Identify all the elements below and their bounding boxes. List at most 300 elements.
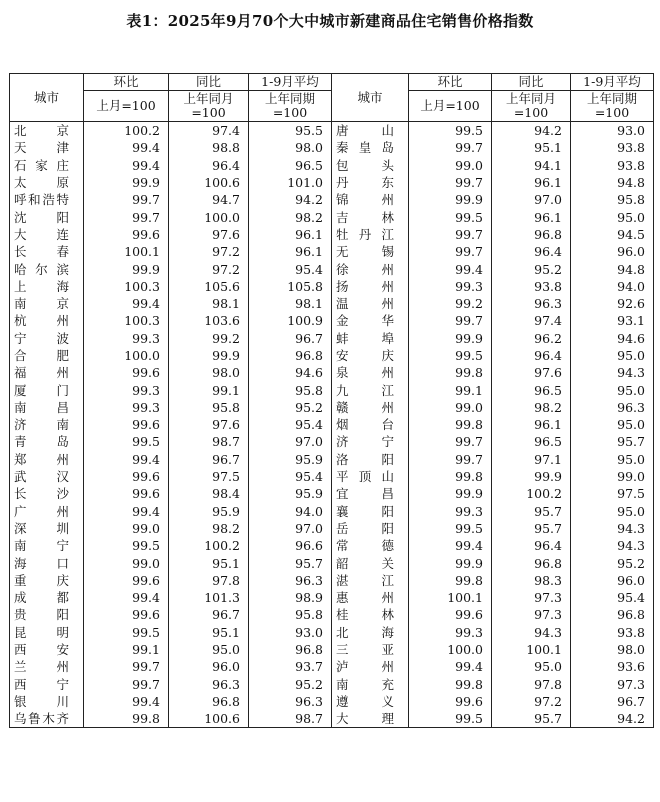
left-yoy-cell: 100.6 — [169, 710, 249, 728]
left-yoy-cell: 98.7 — [169, 433, 249, 450]
left-city-cell: 海口 — [10, 554, 84, 571]
left-yoy-cell: 98.2 — [169, 520, 249, 537]
right-mom-cell: 99.7 — [409, 312, 492, 329]
left-mom-cell: 99.9 — [84, 174, 169, 191]
left-city-cell: 南京 — [10, 295, 84, 312]
right-mom-cell: 99.4 — [409, 537, 492, 554]
left-mom-cell: 99.4 — [84, 157, 169, 174]
right-yoy-cell: 94.3 — [492, 624, 571, 641]
right-yoy-cell: 96.4 — [492, 537, 571, 554]
left-yoy-cell: 98.0 — [169, 364, 249, 381]
left-mom-cell: 99.6 — [84, 572, 169, 589]
right-city-cell: 岳阳 — [332, 520, 409, 537]
right-yoy-cell: 95.2 — [492, 260, 571, 277]
left-yoy-cell: 97.5 — [169, 468, 249, 485]
left-avg-cell: 98.1 — [249, 295, 332, 312]
right-yoy-cell: 96.1 — [492, 416, 571, 433]
header-avg-base-left — [249, 91, 332, 122]
right-city-cell: 平顶山 — [332, 468, 409, 485]
table-row — [10, 693, 654, 710]
table-row — [10, 226, 654, 243]
left-avg-cell: 93.7 — [249, 658, 332, 675]
header-mom-right: 环比 — [409, 74, 492, 91]
right-avg-cell: 94.3 — [571, 520, 654, 537]
left-avg-cell: 95.2 — [249, 399, 332, 416]
right-city-cell: 秦皇岛 — [332, 139, 409, 156]
left-avg-cell: 98.2 — [249, 208, 332, 225]
left-avg-cell: 100.9 — [249, 312, 332, 329]
right-city-cell: 襄阳 — [332, 503, 409, 520]
price-index-table-container — [9, 73, 653, 728]
table-row — [10, 572, 654, 589]
right-mom-cell: 99.2 — [409, 295, 492, 312]
right-yoy-cell: 98.3 — [492, 572, 571, 589]
left-avg-cell: 98.0 — [249, 139, 332, 156]
right-city-cell: 宜昌 — [332, 485, 409, 502]
right-city-cell: 韶关 — [332, 554, 409, 571]
right-city-cell: 九江 — [332, 381, 409, 398]
left-yoy-cell: 98.8 — [169, 139, 249, 156]
left-yoy-cell: 97.8 — [169, 572, 249, 589]
table-row — [10, 381, 654, 398]
left-mom-cell: 99.7 — [84, 191, 169, 208]
left-yoy-cell: 96.7 — [169, 606, 249, 623]
right-city-cell: 桂林 — [332, 606, 409, 623]
left-city-cell: 南昌 — [10, 399, 84, 416]
header-yoy-base-right — [492, 91, 571, 122]
left-city-cell: 合肥 — [10, 347, 84, 364]
right-avg-cell: 97.5 — [571, 485, 654, 502]
avg-base-line2: =100 — [594, 105, 630, 120]
right-avg-cell: 96.8 — [571, 606, 654, 623]
left-avg-cell: 95.8 — [249, 606, 332, 623]
right-avg-cell: 94.0 — [571, 278, 654, 295]
right-city-cell: 泸州 — [332, 658, 409, 675]
left-city-cell: 重庆 — [10, 572, 84, 589]
right-avg-cell: 92.6 — [571, 295, 654, 312]
right-yoy-cell: 97.2 — [492, 693, 571, 710]
right-avg-cell: 94.6 — [571, 330, 654, 347]
right-city-cell: 吉林 — [332, 208, 409, 225]
left-city-cell: 兰州 — [10, 658, 84, 675]
left-mom-cell: 99.7 — [84, 658, 169, 675]
left-yoy-cell: 97.2 — [169, 243, 249, 260]
right-yoy-cell: 100.2 — [492, 485, 571, 502]
left-yoy-cell: 96.4 — [169, 157, 249, 174]
right-city-cell: 湛江 — [332, 572, 409, 589]
right-mom-cell: 99.7 — [409, 451, 492, 468]
right-yoy-cell: 94.2 — [492, 122, 571, 140]
right-mom-cell: 99.9 — [409, 330, 492, 347]
left-mom-cell: 99.7 — [84, 676, 169, 693]
header-yoy-left: 同比 — [169, 74, 249, 91]
table-row — [10, 468, 654, 485]
right-mom-cell: 99.5 — [409, 347, 492, 364]
left-city-cell: 西安 — [10, 641, 84, 658]
left-city-cell: 成都 — [10, 589, 84, 606]
right-yoy-cell: 93.8 — [492, 278, 571, 295]
left-mom-cell: 99.4 — [84, 589, 169, 606]
right-mom-cell: 99.8 — [409, 468, 492, 485]
left-city-cell: 济南 — [10, 416, 84, 433]
table-row — [10, 260, 654, 277]
right-avg-cell: 94.2 — [571, 710, 654, 728]
right-yoy-cell: 96.8 — [492, 554, 571, 571]
right-avg-cell: 96.0 — [571, 572, 654, 589]
left-city-cell: 武汉 — [10, 468, 84, 485]
left-avg-cell: 101.0 — [249, 174, 332, 191]
right-yoy-cell: 97.0 — [492, 191, 571, 208]
right-city-cell: 锦州 — [332, 191, 409, 208]
right-yoy-cell: 95.7 — [492, 503, 571, 520]
left-mom-cell: 99.4 — [84, 693, 169, 710]
right-yoy-cell: 95.0 — [492, 658, 571, 675]
right-avg-cell: 95.7 — [571, 433, 654, 450]
right-city-cell: 烟台 — [332, 416, 409, 433]
right-avg-cell: 96.7 — [571, 693, 654, 710]
left-city-cell: 广州 — [10, 503, 84, 520]
left-city-cell: 杭州 — [10, 312, 84, 329]
left-mom-cell: 99.9 — [84, 260, 169, 277]
right-city-cell: 赣州 — [332, 399, 409, 416]
header-avg-right: 1-9月平均 — [571, 74, 654, 91]
left-mom-cell: 99.1 — [84, 641, 169, 658]
right-avg-cell: 93.6 — [571, 658, 654, 675]
right-avg-cell: 97.3 — [571, 676, 654, 693]
right-avg-cell: 94.8 — [571, 174, 654, 191]
right-mom-cell: 99.0 — [409, 157, 492, 174]
left-city-cell: 银川 — [10, 693, 84, 710]
left-city-cell: 长沙 — [10, 485, 84, 502]
table-row — [10, 658, 654, 675]
right-mom-cell: 99.9 — [409, 485, 492, 502]
left-yoy-cell: 100.0 — [169, 208, 249, 225]
left-mom-cell: 99.3 — [84, 330, 169, 347]
left-city-cell: 长春 — [10, 243, 84, 260]
right-city-cell: 安庆 — [332, 347, 409, 364]
right-avg-cell: 98.0 — [571, 641, 654, 658]
table-row — [10, 364, 654, 381]
right-avg-cell: 95.0 — [571, 381, 654, 398]
left-yoy-cell: 101.3 — [169, 589, 249, 606]
table-row — [10, 399, 654, 416]
right-avg-cell: 96.0 — [571, 243, 654, 260]
left-avg-cell: 96.1 — [249, 243, 332, 260]
table-row — [10, 157, 654, 174]
left-city-cell: 呼和浩特 — [10, 191, 84, 208]
right-avg-cell: 95.2 — [571, 554, 654, 571]
table-row — [10, 641, 654, 658]
table-row — [10, 554, 654, 571]
left-city-cell: 郑州 — [10, 451, 84, 468]
right-city-cell: 牡丹江 — [332, 226, 409, 243]
left-avg-cell: 96.7 — [249, 330, 332, 347]
left-city-cell: 上海 — [10, 278, 84, 295]
right-avg-cell: 95.4 — [571, 589, 654, 606]
left-mom-cell: 99.6 — [84, 606, 169, 623]
right-mom-cell: 99.7 — [409, 139, 492, 156]
left-city-cell: 昆明 — [10, 624, 84, 641]
left-avg-cell: 95.5 — [249, 122, 332, 140]
left-mom-cell: 99.6 — [84, 364, 169, 381]
left-avg-cell: 97.0 — [249, 520, 332, 537]
right-city-cell: 惠州 — [332, 589, 409, 606]
left-avg-cell: 94.2 — [249, 191, 332, 208]
left-city-cell: 青岛 — [10, 433, 84, 450]
left-yoy-cell: 105.6 — [169, 278, 249, 295]
right-avg-cell: 93.1 — [571, 312, 654, 329]
avg-base-line1: 上年同期 — [586, 91, 637, 106]
left-yoy-cell: 95.0 — [169, 641, 249, 658]
left-yoy-cell: 96.3 — [169, 676, 249, 693]
right-city-cell: 徐州 — [332, 260, 409, 277]
right-avg-cell: 95.0 — [571, 416, 654, 433]
left-avg-cell: 96.1 — [249, 226, 332, 243]
left-yoy-cell: 99.9 — [169, 347, 249, 364]
table-title: 表1：2025年9月70个大中城市新建商品住宅销售价格指数 — [126, 12, 534, 30]
left-yoy-cell: 95.8 — [169, 399, 249, 416]
left-city-cell: 厦门 — [10, 381, 84, 398]
left-mom-cell: 99.7 — [84, 208, 169, 225]
left-mom-cell: 100.3 — [84, 278, 169, 295]
left-city-cell: 天津 — [10, 139, 84, 156]
header-mom-base-left: 上月=100 — [84, 91, 169, 122]
left-avg-cell: 93.0 — [249, 624, 332, 641]
right-mom-cell: 99.8 — [409, 416, 492, 433]
left-city-cell: 深圳 — [10, 520, 84, 537]
left-yoy-cell: 100.2 — [169, 537, 249, 554]
right-mom-cell: 99.9 — [409, 191, 492, 208]
right-mom-cell: 99.7 — [409, 226, 492, 243]
right-yoy-cell: 96.5 — [492, 381, 571, 398]
right-yoy-cell: 100.1 — [492, 641, 571, 658]
left-mom-cell: 99.6 — [84, 468, 169, 485]
table-row — [10, 520, 654, 537]
header-city-right: 城市 — [332, 74, 409, 122]
right-yoy-cell: 97.6 — [492, 364, 571, 381]
header-row-1 — [10, 74, 654, 91]
right-avg-cell: 95.0 — [571, 451, 654, 468]
right-avg-cell: 95.0 — [571, 347, 654, 364]
right-avg-cell: 95.0 — [571, 503, 654, 520]
table-row — [10, 433, 654, 450]
left-avg-cell: 95.4 — [249, 468, 332, 485]
left-yoy-cell: 96.8 — [169, 693, 249, 710]
header-avg-left: 1-9月平均 — [249, 74, 332, 91]
right-city-cell: 泉州 — [332, 364, 409, 381]
left-avg-cell: 95.4 — [249, 416, 332, 433]
yoy-base-line2: =100 — [191, 105, 226, 120]
left-city-cell: 太原 — [10, 174, 84, 191]
left-avg-cell: 95.4 — [249, 260, 332, 277]
right-city-cell: 北海 — [332, 624, 409, 641]
table-row — [10, 174, 654, 191]
left-mom-cell: 99.5 — [84, 433, 169, 450]
left-city-cell: 沈阳 — [10, 208, 84, 225]
right-avg-cell: 95.8 — [571, 191, 654, 208]
left-city-cell: 西宁 — [10, 676, 84, 693]
table-row — [10, 676, 654, 693]
right-avg-cell: 95.0 — [571, 208, 654, 225]
right-mom-cell: 99.8 — [409, 676, 492, 693]
left-city-cell: 乌鲁木齐 — [10, 710, 84, 728]
left-city-cell: 大连 — [10, 226, 84, 243]
right-city-cell: 蚌埠 — [332, 330, 409, 347]
right-yoy-cell: 95.1 — [492, 139, 571, 156]
right-city-cell: 南充 — [332, 676, 409, 693]
left-city-cell: 贵阳 — [10, 606, 84, 623]
right-mom-cell: 99.5 — [409, 208, 492, 225]
right-city-cell: 金华 — [332, 312, 409, 329]
left-mom-cell: 99.4 — [84, 295, 169, 312]
right-avg-cell: 94.3 — [571, 537, 654, 554]
right-mom-cell: 99.9 — [409, 554, 492, 571]
yoy-base-line1: 上年同月 — [183, 91, 234, 106]
table-row — [10, 208, 654, 225]
header-mom-base-right: 上月=100 — [409, 91, 492, 122]
left-avg-cell: 105.8 — [249, 278, 332, 295]
left-mom-cell: 100.1 — [84, 243, 169, 260]
right-mom-cell: 99.6 — [409, 693, 492, 710]
left-avg-cell: 96.3 — [249, 572, 332, 589]
left-yoy-cell: 95.1 — [169, 624, 249, 641]
left-yoy-cell: 98.4 — [169, 485, 249, 502]
right-mom-cell: 99.4 — [409, 658, 492, 675]
left-mom-cell: 100.3 — [84, 312, 169, 329]
table-row — [10, 710, 654, 728]
right-mom-cell: 99.0 — [409, 399, 492, 416]
right-yoy-cell: 98.2 — [492, 399, 571, 416]
right-avg-cell: 94.8 — [571, 260, 654, 277]
right-mom-cell: 99.5 — [409, 520, 492, 537]
header-yoy-right: 同比 — [492, 74, 571, 91]
left-city-cell: 哈尔滨 — [10, 260, 84, 277]
right-avg-cell: 93.8 — [571, 624, 654, 641]
left-avg-cell: 98.9 — [249, 589, 332, 606]
left-mom-cell: 99.6 — [84, 485, 169, 502]
right-mom-cell: 99.1 — [409, 381, 492, 398]
table-row — [10, 139, 654, 156]
left-yoy-cell: 96.7 — [169, 451, 249, 468]
right-mom-cell: 99.7 — [409, 243, 492, 260]
right-mom-cell: 100.0 — [409, 641, 492, 658]
table-row — [10, 278, 654, 295]
left-mom-cell: 99.0 — [84, 520, 169, 537]
left-mom-cell: 99.8 — [84, 710, 169, 728]
left-yoy-cell: 95.9 — [169, 503, 249, 520]
yoy-base-line1: 上年同月 — [505, 91, 556, 106]
right-yoy-cell: 99.9 — [492, 468, 571, 485]
right-city-cell: 唐山 — [332, 122, 409, 140]
left-yoy-cell: 100.6 — [169, 174, 249, 191]
right-mom-cell: 99.8 — [409, 572, 492, 589]
right-yoy-cell: 95.7 — [492, 520, 571, 537]
left-mom-cell: 100.2 — [84, 122, 169, 140]
right-mom-cell: 99.7 — [409, 174, 492, 191]
right-avg-cell: 99.0 — [571, 468, 654, 485]
right-city-cell: 丹东 — [332, 174, 409, 191]
right-mom-cell: 99.3 — [409, 624, 492, 641]
right-mom-cell: 99.4 — [409, 260, 492, 277]
right-yoy-cell: 96.4 — [492, 243, 571, 260]
left-city-cell: 北京 — [10, 122, 84, 140]
right-yoy-cell: 97.3 — [492, 589, 571, 606]
right-yoy-cell: 97.4 — [492, 312, 571, 329]
right-yoy-cell: 97.1 — [492, 451, 571, 468]
left-avg-cell: 96.3 — [249, 693, 332, 710]
left-yoy-cell: 97.6 — [169, 226, 249, 243]
left-mom-cell: 99.5 — [84, 624, 169, 641]
table-row — [10, 624, 654, 641]
right-city-cell: 济宁 — [332, 433, 409, 450]
left-avg-cell: 97.0 — [249, 433, 332, 450]
right-avg-cell: 96.3 — [571, 399, 654, 416]
right-avg-cell: 94.3 — [571, 364, 654, 381]
right-yoy-cell: 96.2 — [492, 330, 571, 347]
right-yoy-cell: 96.3 — [492, 295, 571, 312]
right-yoy-cell: 96.5 — [492, 433, 571, 450]
price-index-table — [9, 73, 654, 728]
right-city-cell: 大理 — [332, 710, 409, 728]
left-avg-cell: 98.7 — [249, 710, 332, 728]
yoy-base-line2: =100 — [513, 105, 549, 120]
header-mom-left: 环比 — [84, 74, 169, 91]
left-avg-cell: 95.8 — [249, 381, 332, 398]
left-yoy-cell: 95.1 — [169, 554, 249, 571]
table-row — [10, 330, 654, 347]
table-row — [10, 191, 654, 208]
left-yoy-cell: 98.1 — [169, 295, 249, 312]
left-yoy-cell: 99.2 — [169, 330, 249, 347]
left-mom-cell: 99.4 — [84, 503, 169, 520]
table-row — [10, 243, 654, 260]
left-avg-cell: 94.6 — [249, 364, 332, 381]
table-row — [10, 537, 654, 554]
left-avg-cell: 95.9 — [249, 485, 332, 502]
right-yoy-cell: 95.7 — [492, 710, 571, 728]
table-row — [10, 589, 654, 606]
right-avg-cell: 93.8 — [571, 139, 654, 156]
header-avg-base-right — [571, 91, 654, 122]
right-mom-cell: 99.6 — [409, 606, 492, 623]
left-mom-cell: 99.0 — [84, 554, 169, 571]
right-city-cell: 三亚 — [332, 641, 409, 658]
right-avg-cell: 93.0 — [571, 122, 654, 140]
avg-base-line1: 上年同期 — [264, 91, 315, 106]
right-mom-cell: 99.5 — [409, 710, 492, 728]
left-mom-cell: 99.4 — [84, 139, 169, 156]
right-yoy-cell: 96.1 — [492, 208, 571, 225]
right-city-cell: 包头 — [332, 157, 409, 174]
left-avg-cell: 95.9 — [249, 451, 332, 468]
right-mom-cell: 100.1 — [409, 589, 492, 606]
right-mom-cell: 99.3 — [409, 503, 492, 520]
avg-base-line2: =100 — [272, 105, 308, 120]
left-avg-cell: 95.2 — [249, 676, 332, 693]
left-city-cell: 福州 — [10, 364, 84, 381]
left-mom-cell: 99.4 — [84, 451, 169, 468]
left-city-cell: 南宁 — [10, 537, 84, 554]
left-mom-cell: 100.0 — [84, 347, 169, 364]
left-yoy-cell: 99.1 — [169, 381, 249, 398]
left-avg-cell: 95.7 — [249, 554, 332, 571]
right-city-cell: 遵义 — [332, 693, 409, 710]
table-row — [10, 451, 654, 468]
left-mom-cell: 99.3 — [84, 381, 169, 398]
table-row — [10, 485, 654, 502]
left-mom-cell: 99.5 — [84, 537, 169, 554]
right-mom-cell: 99.3 — [409, 278, 492, 295]
